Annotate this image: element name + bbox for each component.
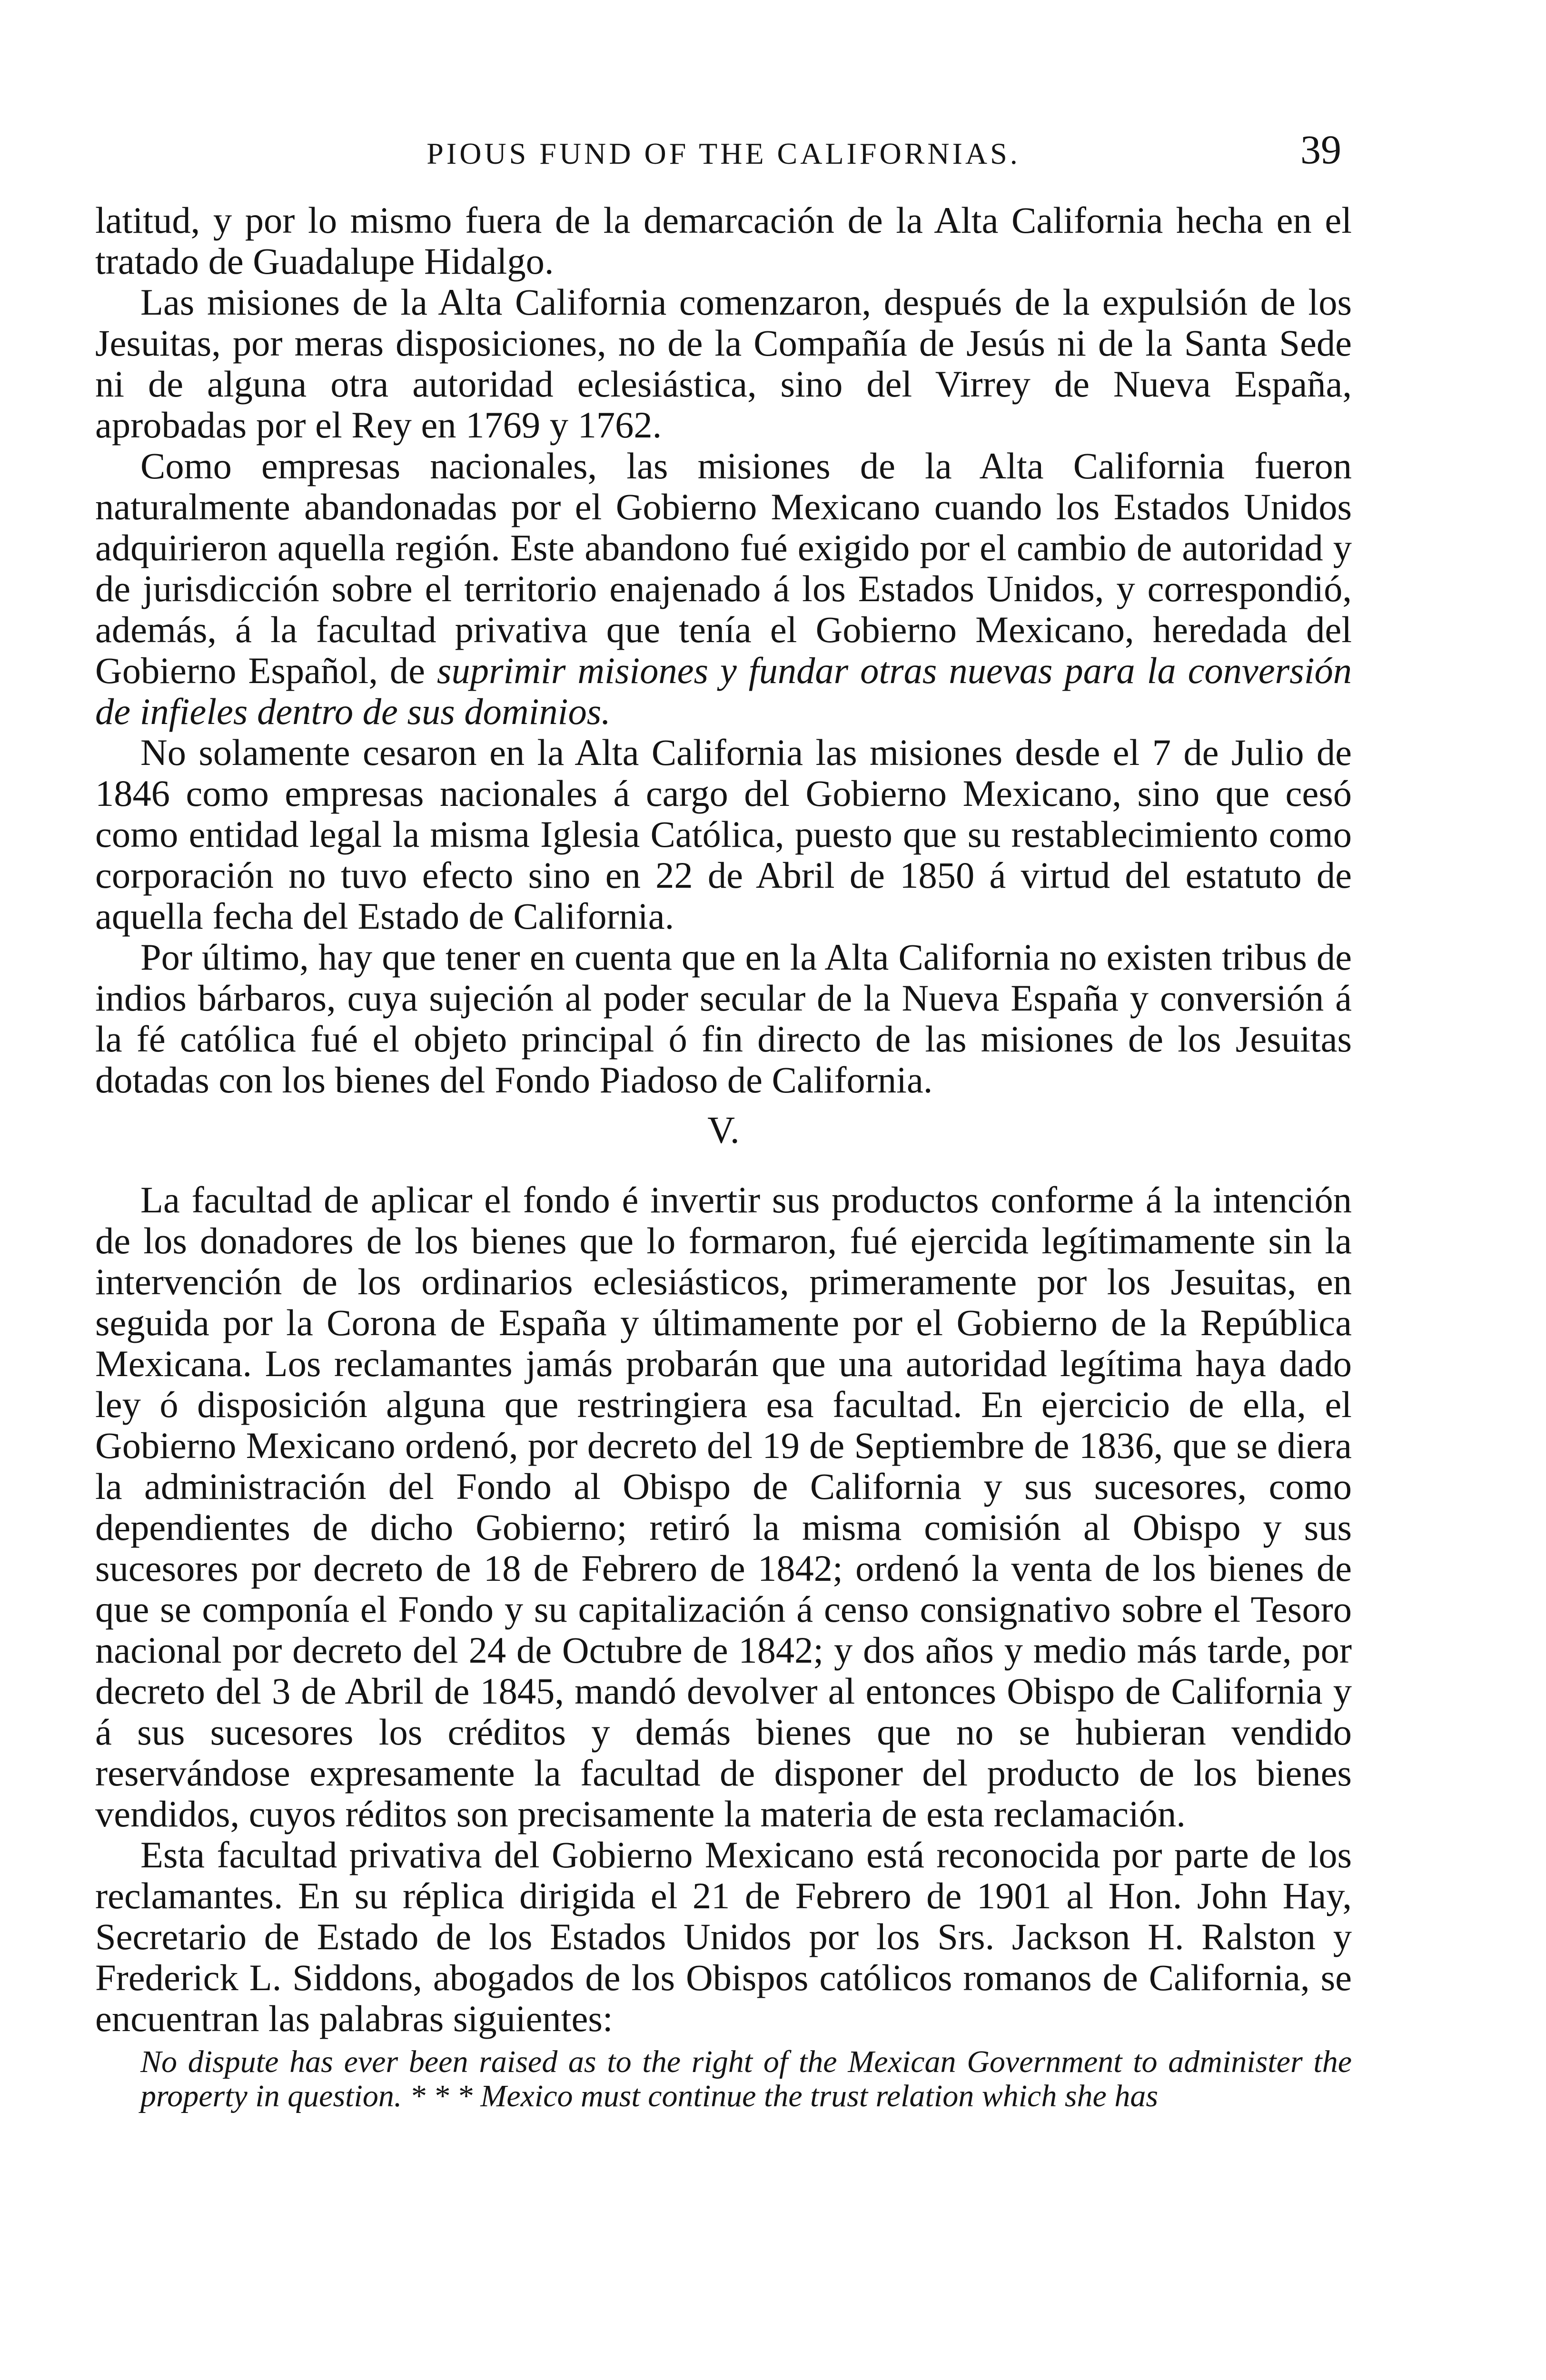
document-page	[95, 0, 1352, 2380]
paragraph-4: No solamente cesaron en la Alta California las misiones desde el 7 de Julio de 1846 como empresas nacionales á cargo del Gobierno Mexicano, sino que cesó como entidad legal la misma Iglesia Católica, puesto que su restablecimiento como corporación no tuvo efecto sino en 22 de Abril de 1850 á virtud del estatuto de aquella fecha del Estado de California.	[95, 732, 1352, 937]
page-header	[95, 129, 1352, 182]
paragraph-3	[95, 446, 1352, 732]
paragraph-3-text: Como empresas nacionales, las misiones de la Alta California fueron naturalmente abandonadas por el Gobierno Mexicano cuando los Estados Unidos adquirieron aquella región. Este abandono fué exigido por el cambio de autoridad y de jurisdicción sobre el territorio enajenado á los Estados Unidos, y correspondió, además, á la facultad privativa que tenía el Gobierno Mexicano, heredada del Gobierno Español, de	[95, 445, 1352, 691]
section-heading: V.	[707, 1110, 740, 1151]
paragraph-6: La facultad de aplicar el fondo é invertir sus productos conforme á la intención de los donadores de los bienes que lo formaron, fué ejercida legítimamente sin la intervención de los ordinarios eclesiásticos, primeramente por los Jesuitas, en seguida por la Corona de España y últimamente por el Gobierno de la República Mexicana. Los reclamantes jamás probarán que una autoridad legítima haya dado ley ó disposición alguna que restringiera esa facultad. En ejercicio de ella, el Gobierno Mexicano ordenó, por decreto del 19 de Septiembre de 1836, que se diera la administración del Fondo al Obispo de California y sus sucesores, como dependientes de dicho Gobierno; retiró la misma comisión al Obispo y sus sucesores por decreto de 18 de Febrero de 1842; ordenó la venta de los bienes de que se componía el Fondo y su capitalización á censo consignativo sobre el Tesoro nacional por decreto del 24 de Octubre de 1842; y dos años y medio más tarde, por decreto del 3 de Abril de 1845, mandó devolver al entonces Obispo de California y á sus sucesores los créditos y demás bienes que no se hubieran vendido reservándose expresamente la facultad de disponer del producto de los bienes vendidos, cuyos réditos son precisamente la materia de esta reclamación.	[95, 1179, 1352, 1835]
paragraph-2: Las misiones de la Alta California comenzaron, después de la expulsión de los Jesuitas, por meras disposiciones, no de la Compañía de Jesús ni de la Santa Sede ni de alguna otra autoridad eclesiástica, sino del Virrey de Nueva España, aprobadas por el Rey en 1769 y 1762.	[95, 281, 1352, 446]
paragraph-1: latitud, y por lo mismo fuera de la demarcación de la Alta California hecha en el tratado de Guadalupe Hidalgo.	[95, 199, 1352, 282]
running-head: PIOUS FUND OF THE CALIFORNIAS.	[426, 137, 1021, 170]
block-quote: No dispute has ever been raised as to the right of the Mexican Government to administer the property in question. * * * Mexico must continue the trust relation which she has	[140, 2044, 1352, 2113]
paragraph-7: Esta facultad privativa del Gobierno Mexicano está reconocida por parte de los reclamantes. En su réplica dirigida el 21 de Febrero de 1901 al Hon. John Hay, Secretario de Estado de los Estados Unidos por los Srs. Jackson H. Ralston y Frederick L. Siddons, abogados de los Obispos católicos romanos de California, se encuentran las palabras siguientes:	[95, 1834, 1352, 2039]
paragraph-5: Por último, hay que tener en cuenta que en la Alta California no existen tribus de indios bárbaros, cuya sujeción al poder secular de la Nueva España y conversión á la fé católica fué el objeto principal ó fin directo de las misiones de los Jesuitas dotadas con los bienes del Fondo Piadoso de California.	[95, 936, 1352, 1101]
page-number: 39	[1300, 127, 1341, 172]
body-text	[95, 200, 1352, 2113]
paragraph-3-italic: suprimir misiones y fundar otras nuevas para la conversión de infieles dentro de sus dominios.	[95, 650, 1352, 732]
